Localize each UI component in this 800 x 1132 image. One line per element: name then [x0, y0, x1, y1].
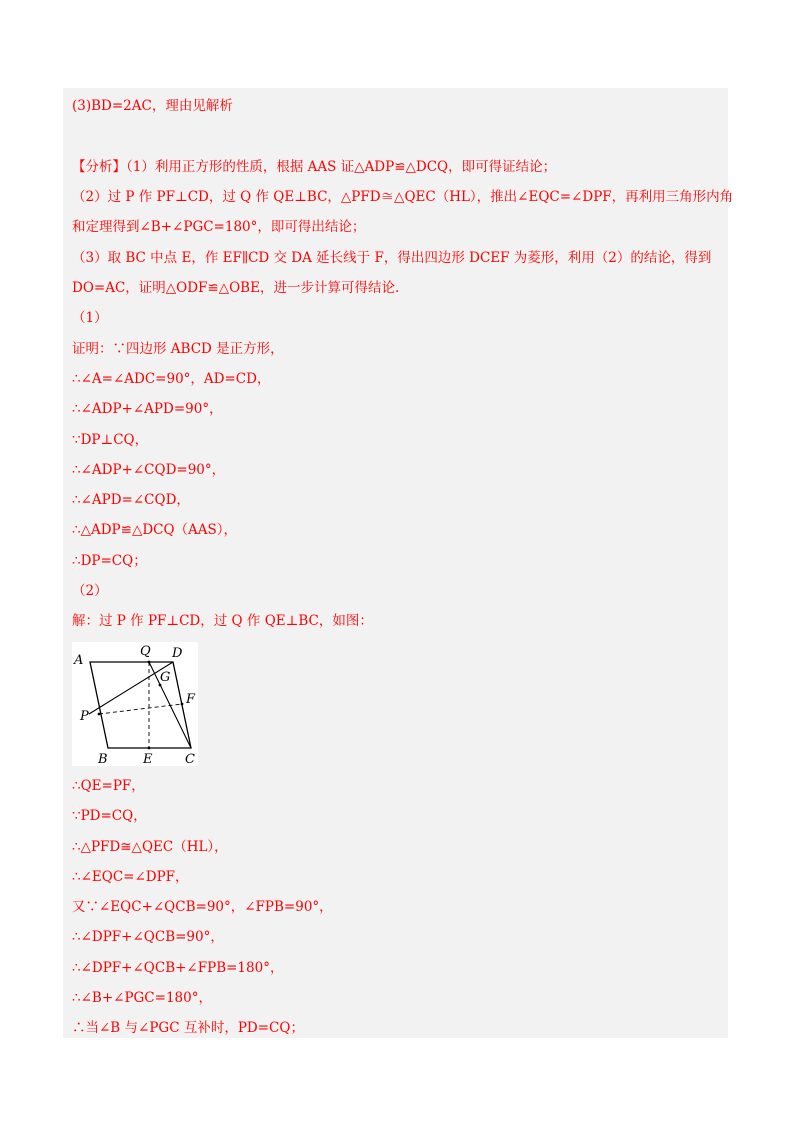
- point-e: [148, 747, 151, 750]
- solution-line-6: 又∵∠EQC+∠QCB=90°，∠FPB=90°，: [72, 899, 333, 915]
- part-2-heading: （2）: [72, 583, 108, 599]
- analysis-line-5: DO=AC，证明△ODF≌△OBE，进一步计算可得结论.: [72, 280, 400, 296]
- proof-line-1: 证明：∵四边形 ABCD 是正方形，: [72, 341, 284, 357]
- analysis-line-1: 【分析】（1）利用正方形的性质，根据 AAS 证△ADP≌△DCQ，即可得证结论；: [72, 159, 557, 175]
- label-a: A: [74, 653, 84, 668]
- analysis-line-2: （2）过 P 作 PF⊥CD，过 Q 作 QE⊥BC，△PFD≅△QEC（HL），推出∠EQC=∠DPF，再利用三角形内角: [72, 189, 734, 205]
- proof-line-7: ∴△ADP≌△DCQ（AAS），: [72, 522, 238, 538]
- label-e: E: [143, 752, 153, 766]
- label-d: D: [172, 646, 183, 661]
- label-c: C: [185, 752, 195, 766]
- part-1-heading: （1）: [72, 310, 108, 326]
- text-line-1: (3)BD=2AC，理由见解析: [72, 98, 233, 114]
- point-f: [181, 703, 184, 706]
- solution-conclusion: ∴当∠B 与∠PGC 互补时，PD=CQ；: [72, 1020, 304, 1036]
- proof-line-4: ∵DP⊥CQ，: [72, 432, 149, 448]
- label-p: P: [80, 709, 89, 724]
- segment-pf: [99, 704, 182, 714]
- solution-line-3: ∵PD=CQ，: [72, 808, 147, 824]
- point-q: [148, 661, 151, 664]
- proof-line-3: ∴∠ADP+∠APD=90°，: [72, 401, 223, 417]
- solution-line-1: 解：过 P 作 PF⊥CD，过 Q 作 QE⊥BC，如图：: [72, 613, 373, 629]
- solution-line-2: ∴QE=PF，: [72, 778, 145, 794]
- label-f: F: [186, 692, 196, 707]
- solution-line-9: ∴∠B+∠PGC=180°，: [72, 990, 212, 1006]
- parallelogram-diagram: [72, 642, 198, 766]
- label-b: B: [98, 752, 108, 766]
- solution-line-4: ∴△PFD≅△QEC（HL），: [72, 839, 228, 855]
- proof-line-8: ∴DP=CQ；: [72, 553, 147, 569]
- geometry-figure: [72, 642, 198, 766]
- point-p: [98, 713, 101, 716]
- solution-line-5: ∴∠EQC=∠DPF，: [72, 869, 189, 885]
- proof-line-2: ∴∠A=∠ADC=90°，AD=CD，: [72, 371, 271, 387]
- solution-line-7: ∴∠DPF+∠QCB=90°，: [72, 929, 224, 945]
- analysis-line-3: 和定理得到∠B+∠PGC=180°，即可得出结论；: [72, 219, 366, 235]
- solution-line-8: ∴∠DPF+∠QCB+∠FPB=180°，: [72, 960, 284, 976]
- analysis-line-4: （3）取 BC 中点 E，作 EF∥CD 交 DA 延长线于 F，得出四边形 DCEF 为菱形，利用（2）的结论，得到: [72, 250, 712, 266]
- label-g: G: [160, 670, 171, 685]
- proof-line-6: ∴∠APD=∠CQD，: [72, 492, 190, 508]
- label-q: Q: [140, 644, 151, 659]
- proof-line-5: ∴∠ADP+∠CQD=90°，: [72, 462, 226, 478]
